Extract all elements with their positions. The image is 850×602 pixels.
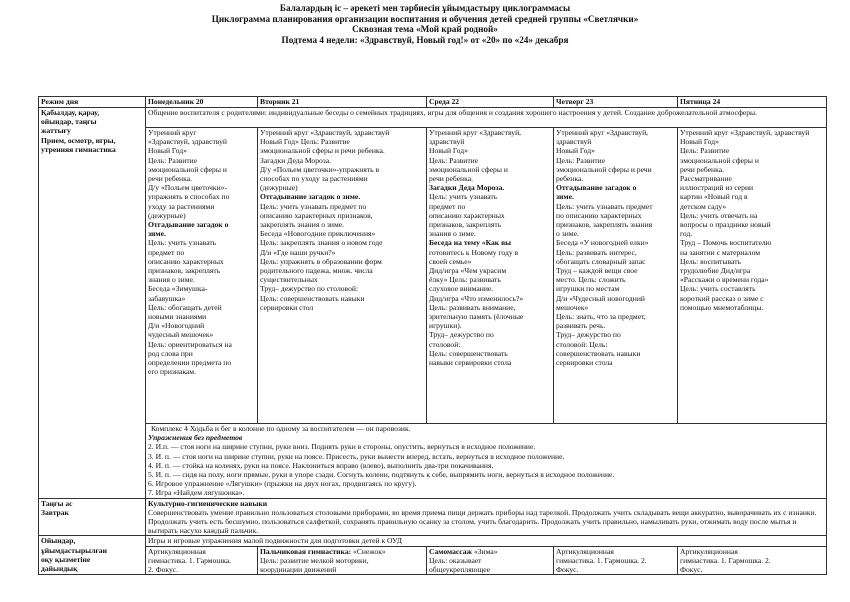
table-row — [39, 546, 827, 575]
activity-line: предмет по — [148, 247, 185, 257]
activity-line: забавушка» — [148, 293, 186, 303]
activity-line: Д/и «Новогодний — [148, 321, 205, 331]
activity-line: ёлку» Цель: развивать — [429, 275, 501, 285]
activity-line: Цель: учить узнавать — [429, 192, 498, 202]
gymnastics-subtitle: Упражнения без предметов — [148, 433, 243, 443]
activity-line: Д/и «Чудесный новогодний — [556, 293, 645, 303]
activity-line: Утренний круг — [148, 128, 197, 137]
table-header-row — [39, 97, 827, 108]
activity-line: зиме. — [148, 229, 166, 239]
activity-line: о зиме. — [556, 229, 579, 239]
activity-line: (дежурные) — [260, 183, 298, 193]
gymnastics-item: 3. И. п. — стоя ноги на ширине ступни, руки на поясе. Присесть, руки вынести вперед, встать, вернуться в исходное положение. — [148, 451, 565, 461]
activity-line: способах по уходу за растениями — [260, 174, 368, 184]
activity-line: описанию характерных — [148, 256, 224, 266]
activity-line: Цель: учить узнавать — [148, 238, 217, 248]
activity-line: Утренний круг «Здравствуй, здравствуй — [429, 128, 522, 147]
activity-line: Новый Год» Цель: Развитие — [260, 137, 350, 147]
table-row — [39, 128, 827, 424]
activity-line: знания о зиме. — [148, 275, 195, 285]
table-row — [39, 536, 827, 546]
activity-line: описанию характерных признаков, — [260, 210, 373, 220]
activity-line: род слова при — [148, 348, 193, 358]
activity-line: год. — [680, 229, 693, 239]
activity-line: сервировки стол — [260, 302, 314, 312]
hygiene-title: Культурно-гигиенические навыки — [148, 498, 268, 508]
activity-line: Дид/игра «Чем украсим — [429, 266, 507, 276]
tuesday-preparation: Пальчиковая гимнастика: «Снежок» Цель: развитие мелкой моторики, координации движений — [258, 546, 427, 575]
column-header-monday: Понедельник 20 — [146, 97, 258, 108]
regime-cell-reception: Қабылдау, қарау, ойындар, таңғы жаттығу Прием, осмотр, игры, утренняя гимнастика — [39, 108, 146, 499]
activity-line: короткий рассказ о зиме с — [680, 293, 764, 303]
schedule-table — [38, 96, 827, 575]
activity-line: Цель: закреплять знания о новом годе — [260, 238, 383, 248]
activity-line: совершенствовать навыки — [556, 348, 641, 358]
low-mobility-games-cell: Игры и игровые упражнения малой подвижности для подготовки детей к ОУД — [146, 536, 827, 546]
activity-line: Новый Год» — [148, 146, 187, 156]
activity-line: предмет по — [429, 201, 466, 211]
header-line-subtheme: Подтема 4 недели: «Здравствуй, Новый год!» от «20» по «24» декабря — [281, 34, 569, 45]
activity-line: детском саду» — [680, 201, 727, 211]
activity-line: его признакам. — [148, 367, 196, 377]
activity-line: по описанию характерных — [556, 210, 642, 220]
thursday-preparation: Артикуляционная гимнастика. 1. Гармошка. 2. Фокус. — [554, 546, 678, 575]
activity-line: «Расскажи о времени года» — [680, 275, 769, 285]
activity-line: мешочек» — [556, 302, 589, 312]
activity-line: Дид/игра «Что изменилось?» — [429, 293, 524, 303]
regime-cell-preparation: Ойындар, ұйымдастырылған оқу қызметіне дайындық — [39, 536, 146, 575]
activity-line: навыки сервировки стола — [429, 358, 512, 368]
table-row — [39, 108, 827, 128]
activity-line: Цель: Развитие — [680, 146, 730, 156]
gymnastics-item: 4. И. п. — стойка на коленях, руки на поясе. Наклониться вправо (влево), выполнить два-три покачивания. — [148, 460, 494, 470]
activity-line: эмоциональной сферы и — [429, 164, 508, 174]
activity-line: эмоциональной сферы и речи ребенка. — [260, 146, 385, 156]
wednesday-preparation: Самомассаж «Зима» Цель: оказывает общеукрепляющее — [427, 546, 554, 575]
activity-line: знания о зиме. — [429, 229, 476, 239]
activity-line: место. Цель: сложить — [556, 275, 626, 285]
activity-line: «Здравствуй, здравствуй — [148, 137, 227, 147]
activity-line: речи ребенка. — [148, 174, 192, 184]
activity-line: речи ребенка. — [680, 164, 724, 174]
column-header-thursday: Четверг 23 — [554, 97, 678, 108]
activity-line: Цель: обогащать детей — [148, 302, 222, 312]
activity-line: Цель: учить отвечать на — [680, 210, 758, 220]
activity-line: Цель: воспитывать — [680, 256, 741, 266]
activity-line: зрительную память (ёлочные — [429, 312, 524, 322]
activity-line: Новый Год» — [556, 146, 595, 156]
activity-line: Цель: Развитие — [429, 155, 479, 165]
activity-line: Труд – Помочь воспитателю — [680, 238, 772, 248]
activity-line: Цель: учить составлять — [680, 284, 756, 294]
activity-line: Беседа «Зимушка- — [148, 284, 208, 294]
activity-line: Цель: знать, что за предмет, — [556, 312, 646, 322]
activity-line: Отгадывание загадок о — [148, 220, 229, 230]
activity-line: уходу за растениями — [148, 201, 215, 211]
hygiene-skills-cell — [146, 498, 827, 536]
activity-line: эмоциональной сферы и речи ребенка. — [556, 164, 652, 184]
activity-line: Цель: ориентироваться на — [148, 339, 232, 349]
activity-line: речи ребенка. — [429, 174, 473, 184]
column-header-regime: Режим дня — [39, 97, 146, 108]
activity-line: Новый Год» — [429, 146, 468, 156]
activity-line: эмоциональной сферы и — [680, 155, 759, 165]
activity-line: Рассматривание — [680, 174, 732, 184]
activity-line: Утренний круг «Здравствуй, здравствуй — [556, 128, 649, 147]
activity-line: помощью мнемотаблицы. — [680, 302, 764, 312]
activity-line: готовитесь к Новому году в — [429, 247, 519, 257]
activity-line: упражнять в способах по — [148, 192, 230, 202]
activity-line: игрушки по местам — [556, 284, 620, 294]
gymnastics-title: Комплекс 4 Ходьба и бег в колонне по одному за воспитателем — он паровозик. — [151, 424, 411, 433]
activity-line: Цель: развивать внимание, — [429, 302, 516, 312]
activity-line: своей семье» — [429, 256, 472, 266]
regime-cell-breakfast: Таңғы ас Завтрак — [39, 498, 146, 536]
activity-line: Д/у «Польем цветочки»-упражнять в — [260, 164, 380, 174]
activity-line: Цель: совершенствовать — [429, 348, 508, 358]
activity-line: Цель: упражнять в образовании форм — [260, 256, 382, 266]
header-line-title: Циклограмма планирования организации воспитания и обучения детей средней группы «Светлячки» — [211, 13, 639, 24]
activity-line: Цель: учить узнавать предмет — [556, 201, 653, 211]
activity-line: Труд– дежурство по столовой: — [260, 284, 359, 294]
activity-line: существительных — [260, 275, 318, 285]
activity-line: Утренний круг «Здравствуй, здравствуй — [260, 128, 390, 137]
activity-line: Беседа «У новогодней елки» — [556, 238, 649, 248]
activity-line: вопросы о празднике новый — [680, 220, 771, 230]
activity-line: трудолюбие Дид/игра — [680, 266, 751, 276]
tuesday-activities — [258, 128, 427, 424]
activity-line: описанию характерных — [429, 210, 505, 220]
table-row — [39, 498, 827, 536]
activity-line: Д/и «Где наши ручки?» — [260, 247, 336, 257]
document-header — [0, 3, 850, 45]
friday-activities — [678, 128, 827, 424]
activity-line: развивать речь. — [556, 321, 606, 331]
parents-communication-cell: Общение воспитателя с родителями: индивидуальные беседы о семейных традициях, игры для общения и создания хорошего настроения у детей. Создание доброжелательной атмосферы. — [146, 108, 827, 128]
gymnastics-item: 2. И.п. — стоя ноги на ширине ступни, руки вниз. Поднять руки в стороны, опустить, вернуться в исходное положение. — [148, 442, 536, 452]
activity-line: (дежурные) — [148, 210, 186, 220]
thursday-activities — [554, 128, 678, 424]
activity-line: Цель: Развитие — [556, 155, 606, 165]
wednesday-activities — [427, 128, 554, 424]
header-line-theme: Сквозная тема «Мой край родной» — [352, 24, 498, 35]
activity-line: Загадки Деда Мороза. — [260, 155, 332, 165]
activity-line: эмоциональной сферы и — [148, 164, 227, 174]
table-row — [39, 424, 827, 499]
activity-line: сервировки стола — [556, 358, 613, 368]
activity-line: Новый Год» — [680, 137, 719, 147]
activity-line: новыми знаниями — [148, 312, 207, 322]
column-header-tuesday: Вторник 21 — [258, 97, 427, 108]
activity-line: Труд – каждой вещи свое — [556, 266, 638, 276]
activity-line: Загадки Деда Мороза. — [429, 183, 505, 193]
activity-line: обогащать словарный запас — [556, 256, 646, 266]
monday-activities — [146, 128, 258, 424]
activity-line: иллюстраций из серии — [680, 183, 754, 193]
friday-preparation: Артикуляционная гимнастика. 1. Гармошка. 2. Фокус. — [678, 546, 827, 575]
activity-line: чудесный мешочек» — [148, 330, 214, 340]
activity-line: Беседа на тему «Как вы — [429, 238, 512, 248]
activity-line: Цель: совершенствовать навыки — [260, 293, 365, 303]
activity-line: закреплять знания о зиме. — [260, 220, 345, 230]
activity-line: Цель: развивать интерес, — [556, 247, 637, 257]
column-header-friday: Пятница 24 — [678, 97, 827, 108]
activity-line: Цель: Развитие — [148, 155, 198, 165]
activity-line: родительного падежа, множ. числа — [260, 266, 373, 276]
activity-line: слуховое внимание. — [429, 284, 494, 294]
gymnastics-cell — [146, 424, 827, 499]
activity-line: определении предмета по — [148, 358, 232, 368]
gymnastics-item: 7. Игра «Найдем лягушонка». — [148, 488, 245, 498]
activity-line: Труд– дежурство по — [429, 330, 494, 340]
column-header-wednesday: Среда 22 — [427, 97, 554, 108]
activity-line: Отгадывание загадок о зиме. — [260, 192, 361, 202]
gymnastics-item: 6. Игровое упражнение «Лягушки» (прыжки на двух ногах, продвигаясь по кругу). — [148, 479, 417, 489]
activity-line: столовой: Цель: — [556, 339, 608, 349]
hygiene-text: Совершенствовать умение правильно пользоваться столовыми приборами, во время приема пищи держать приборы над тарелкой. Продолжать учить складывать вещи аккуратно, выворачивать их с изнанки. Продолжать учить есть бесшумно, пользоваться салфеткой, сохранять правильную осанку за столом, учить благодарить. Продолжать учить правильно, намыливать руки, отжимать воду после мытья и вытирать насухо каждый пальчик. — [148, 507, 817, 536]
activity-line: Цель: учить узнавать предмет по — [260, 201, 367, 211]
activity-line: картин «Новый год в — [680, 192, 748, 202]
activity-line: Утренний круг «Здравствуй, здравствуй — [680, 128, 810, 137]
activity-line: Труд– дежурство по — [556, 330, 621, 340]
activity-line: Беседа «Новогодние приключения» — [260, 229, 376, 239]
activity-line: Д/у «Польем цветочки»- — [148, 183, 227, 193]
activity-line: признаков, закреплять — [429, 220, 502, 230]
activity-line: на занятии с материалом — [680, 247, 761, 257]
activity-line: зиме. — [556, 192, 574, 202]
activity-line: столовой: — [429, 339, 461, 349]
activity-line: признаков, закреплять знания — [556, 220, 653, 230]
activity-line: Отгадывание загадок о — [556, 183, 637, 193]
header-line-kazakh: Балалардың іс – әрекеті мен тәрбиесін ұйымдастыру циклограммасы — [279, 3, 571, 13]
activity-line: игрушки). — [429, 321, 462, 331]
monday-preparation: Артикуляционная гимнастика. 1. Гармошка. 2. Фокус. — [146, 546, 258, 575]
gymnastics-item: 5. И. п. — сидя на полу, ноги прямые, руки в упоре сзади. Согнуть колени, подтянуть к себе, выпрямить ноги, вернуться в исходное положение. — [148, 470, 615, 480]
activity-line: признаков, закреплять — [148, 266, 221, 276]
